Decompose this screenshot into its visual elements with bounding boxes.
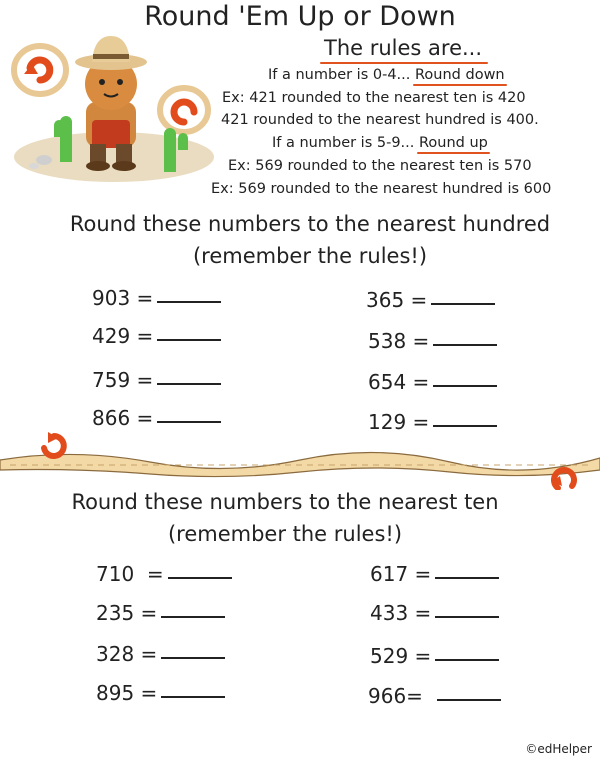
problem-item: 328 = — [96, 641, 225, 667]
example-line: Ex: 569 rounded to the nearest hundred is 600 — [211, 181, 552, 197]
rope-divider-icon — [0, 430, 600, 490]
rule-round-down — [268, 64, 505, 86]
section-hundred-subheading: (remember the rules!) — [192, 244, 428, 268]
problem-item: 529 = — [370, 643, 499, 669]
answer-blank[interactable] — [433, 385, 497, 387]
rule-round-up-prefix: If a number is 5-9... — [272, 135, 415, 151]
answer-blank[interactable] — [157, 339, 221, 341]
problem-item: 710 = — [96, 561, 232, 587]
example-line: 421 rounded to the nearest hundred is 400. — [221, 112, 539, 128]
problem-item: 966= — [368, 683, 501, 709]
problem-item: 429 = — [92, 323, 221, 349]
problem-item: 129 = — [368, 409, 497, 435]
problem-item: 903 = — [92, 285, 221, 311]
example-line: Ex: 569 rounded to the nearest ten is 570 — [228, 158, 532, 174]
answer-blank[interactable] — [433, 425, 497, 427]
problem-item: 895 = — [96, 680, 225, 706]
answer-blank[interactable] — [435, 577, 499, 579]
problem-item: 433 = — [370, 600, 499, 626]
cowboy-cat-illustration-icon — [4, 32, 214, 182]
answer-blank[interactable] — [433, 344, 497, 346]
section-ten-heading: Round these numbers to the nearest ten — [71, 490, 499, 514]
page-title: Round 'Em Up or Down — [144, 1, 456, 32]
problem-item: 759 = — [92, 367, 221, 393]
rule-round-up — [272, 132, 488, 154]
section-ten-subheading: (remember the rules!) — [167, 522, 403, 546]
answer-blank[interactable] — [157, 421, 221, 423]
lasso-arrow-icon — [44, 432, 64, 456]
rule-round-down-prefix: If a number is 0-4... — [268, 67, 411, 83]
example-line: Ex: 421 rounded to the nearest ten is 420 — [222, 90, 526, 106]
problem-item: 617 = — [370, 561, 499, 587]
answer-blank[interactable] — [157, 301, 221, 303]
answer-blank[interactable] — [437, 699, 501, 701]
answer-blank[interactable] — [168, 577, 232, 579]
answer-blank[interactable] — [157, 383, 221, 385]
section-hundred-heading: Round these numbers to the nearest hundred — [69, 212, 551, 236]
problem-item: 538 = — [368, 328, 497, 354]
round-down-highlight: Round down — [415, 64, 505, 86]
problem-item: 235 = — [96, 600, 225, 626]
rules-heading: The rules are... — [324, 36, 483, 60]
problem-item: 866 = — [92, 405, 221, 431]
round-up-highlight: Round up — [419, 132, 488, 154]
answer-blank[interactable] — [431, 303, 495, 305]
answer-blank[interactable] — [435, 616, 499, 618]
answer-blank[interactable] — [161, 657, 225, 659]
copyright-notice: ©edHelper — [525, 742, 592, 756]
answer-blank[interactable] — [161, 696, 225, 698]
answer-blank[interactable] — [161, 616, 225, 618]
problem-item: 654 = — [368, 369, 497, 395]
problem-item: 365 = — [366, 287, 495, 313]
answer-blank[interactable] — [435, 659, 499, 661]
